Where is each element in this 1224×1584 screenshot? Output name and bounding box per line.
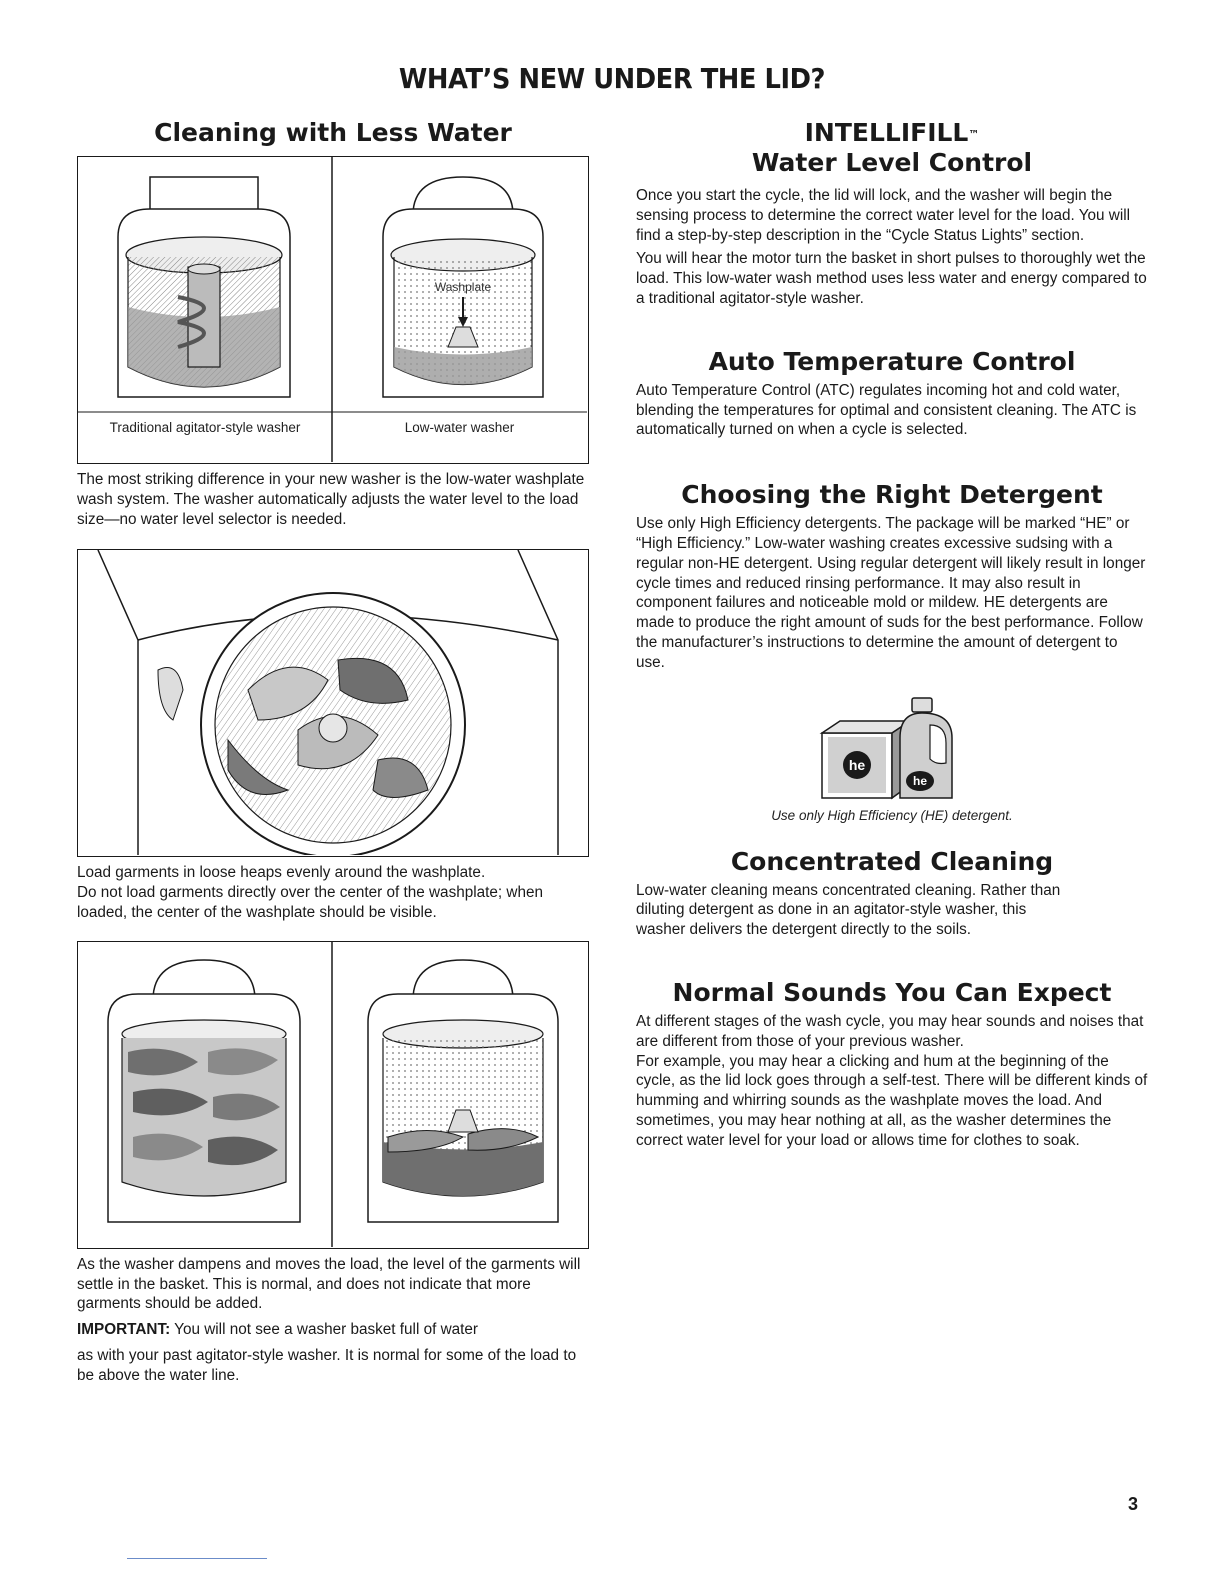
paragraph-sounds-1: At different stages of the wash cycle, you may hear sounds and noises that are different from those of your previous washer. bbox=[636, 1012, 1144, 1050]
paragraph-intellifill-1: Once you start the cycle, the lid will lock, and the washer will begin the sensing process to determine the correct water level for the load. You will find a step-by-step description in the “Cycle Status Lights” section. bbox=[636, 187, 1131, 244]
traditional-washer-drawing bbox=[118, 177, 290, 397]
paragraph-intellifill-2: You will hear the motor turn the basket in short pulses to thoroughly wet the load. This low-water wash method uses less water and energy compared to a traditional agitator-style washer. bbox=[636, 250, 1147, 307]
washer-comparison-illustration bbox=[78, 157, 587, 462]
figure-settled-garments bbox=[77, 941, 589, 1249]
caption-traditional-washer: Traditional agitator-style washer bbox=[109, 420, 301, 435]
settled-right-washer bbox=[368, 960, 558, 1222]
footer-divider bbox=[127, 1558, 267, 1559]
trademark-symbol: ™ bbox=[968, 128, 980, 141]
important-label: IMPORTANT: bbox=[77, 1321, 171, 1339]
load-garments-line2: Do not load garments directly over the center of the washplate; when loaded, the center of the washplate should be visible. bbox=[77, 884, 543, 921]
important-line1: You will not see a washer basket full of water bbox=[174, 1321, 479, 1339]
caption-low-water-washer: Low-water washer bbox=[404, 420, 515, 435]
figure-washer-comparison bbox=[77, 156, 589, 464]
paragraph-important-continued: as with your past agitator-style washer. It is normal for some of the load to be above the water line. bbox=[77, 1346, 577, 1384]
load-garments-line1: Load garments in loose heaps evenly around the washplate. bbox=[77, 864, 486, 882]
intellifill-heading-line2: Water Level Control bbox=[751, 148, 1033, 177]
intellifill-heading-line1: INTELLIFILL bbox=[804, 118, 969, 147]
page-number: 3 bbox=[1128, 1494, 1139, 1514]
section-heading-concentrated: Concentrated Cleaning bbox=[730, 846, 1054, 876]
section-heading-intellifill bbox=[636, 118, 1148, 178]
he-detergent-figure bbox=[636, 693, 1148, 808]
paragraph-concentrated: Low-water cleaning means concentrated cleaning. Rather than diluting detergent as done in an agitator-style washer, this washer delivers the detergent directly to the soils. bbox=[636, 881, 1061, 939]
washplate-label: Washplate bbox=[434, 280, 492, 294]
paragraph-detergent: Use only High Efficiency detergents. The package will be marked “HE” or “High Efficiency.” Low-water washing creates excessive sudsing with a regular non-HE detergent. Using regular detergent will likely result in longer cycle times and reduced rinsing performance. It may also result in component failures and noticeable mold or mildew. HE detergents are made to produce the right amount of suds for the best performance. Follow the manufacturer’s instructions to determine the amount of detergent to use. bbox=[636, 515, 1146, 671]
paragraph-garments-settle: As the washer dampens and moves the load, the level of the garments will settle in the basket. This is normal, and does not indicate that more garments should be added. bbox=[77, 1255, 581, 1313]
figure-loaded-washplate bbox=[77, 549, 589, 857]
caption-he-detergent: Use only High Efficiency (HE) detergent. bbox=[771, 807, 1013, 823]
right-column bbox=[636, 118, 1148, 1151]
paragraph-important bbox=[77, 1320, 589, 1340]
settled-left-washer bbox=[108, 960, 300, 1222]
section-heading-normal-sounds: Normal Sounds You Can Expect bbox=[672, 977, 1112, 1007]
he-detergent-illustration bbox=[812, 693, 972, 803]
section-heading-atc: Auto Temperature Control bbox=[708, 346, 1076, 376]
low-water-washer-drawing bbox=[383, 177, 543, 397]
page-title: WHAT’S NEW UNDER THE LID? bbox=[398, 62, 826, 95]
section-heading-cleaning-less-water: Cleaning with Less Water bbox=[154, 118, 512, 147]
section-heading-detergent: Choosing the Right Detergent bbox=[681, 480, 1103, 510]
left-column bbox=[77, 118, 589, 1386]
settled-garments-illustration bbox=[78, 942, 587, 1247]
he-logo-box: he bbox=[848, 756, 866, 773]
he-logo-bottle: he bbox=[912, 773, 928, 788]
paragraph-load-garments bbox=[77, 863, 589, 922]
paragraph-sounds-2: For example, you may hear a clicking and hum at the beginning of the cycle, as the lid lock goes through a self-test. There will be different kinds of humming and whirring sounds as the washplate moves the load. And sometimes, you may hear nothing at all, as the washer determines the correct water level for your load or allows time for clothes to soak. bbox=[636, 1052, 1148, 1149]
loaded-washplate-illustration bbox=[78, 550, 587, 855]
paragraph-low-water-system: The most striking difference in your new washer is the low-water washplate wash system. The washer automatically adjusts the water level to the load size—no water level selector is needed. bbox=[77, 471, 585, 528]
paragraph-atc: Auto Temperature Control (ATC) regulates incoming hot and cold water, blending the temperatures for optimal and consistent cleaning. The ATC is automatically turned on when a cycle is selected. bbox=[636, 381, 1137, 439]
